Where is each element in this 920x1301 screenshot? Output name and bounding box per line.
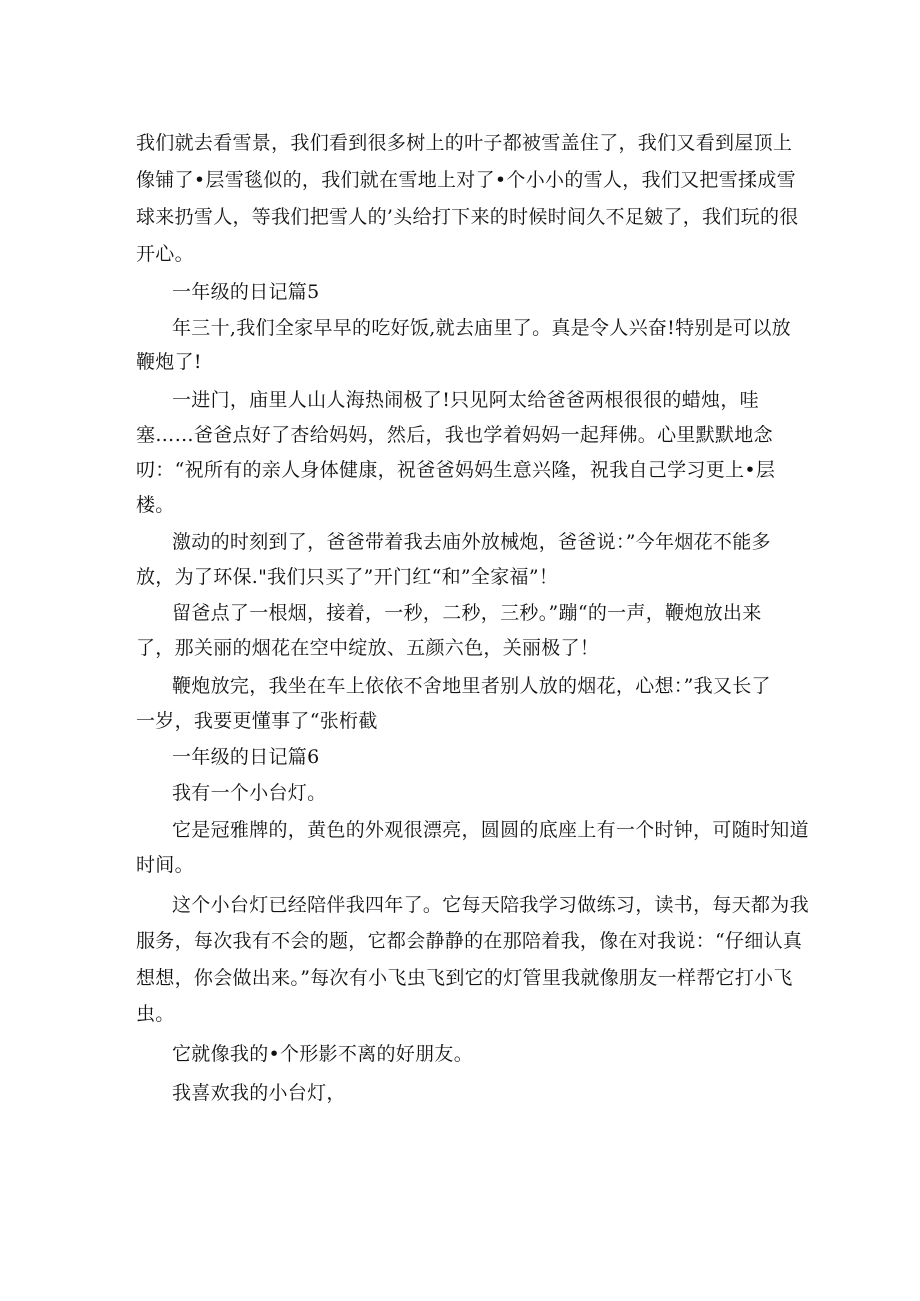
paragraph-line: 叨：“祝所有的亲人身体健康，祝爸爸妈妈生意兴隆，祝我自己学习更上•层: [136, 459, 776, 481]
paragraph-line: 放，为了环保."我们只买了”开门红“和”全家福”！: [136, 566, 559, 588]
paragraph-line: 我们就去看雪景，我们看到很多树上的叶子都被雪盖住了，我们又看到屋顶上: [136, 132, 793, 154]
paragraph-line: 我喜欢我的小台灯，: [172, 1082, 346, 1104]
paragraph-line: 这个小台灯已经陪伴我四年了。它每天陪我学习做练习，读书，每天都为我: [172, 894, 809, 916]
paragraph-line: 想想，你会做出来。”每次有小飞虫飞到它的灯管里我就像朋友一样帮它打小飞: [136, 967, 793, 989]
paragraph-line: 开心。: [136, 243, 194, 265]
paragraph-line: 时间。: [136, 854, 194, 876]
paragraph-line: 它就像我的•个形影不离的好朋友。: [172, 1043, 474, 1065]
section-heading: 一年级的日记篇5: [172, 281, 320, 303]
paragraph-line: 激动的时刻到了，爸爸带着我去庙外放械炮，爸爸说：”今年烟花不能多: [172, 531, 771, 553]
section-heading: 一年级的日记篇6: [172, 746, 320, 768]
paragraph-line: 楼。: [136, 494, 175, 516]
paragraph-line: 球来扔雪人，等我们把雪人的’头给打下来的时候时间久不足皴了，我们玩的很: [136, 206, 799, 228]
paragraph-line: 我有一个小台灯。: [172, 782, 327, 804]
paragraph-line: 留爸点了一根烟，接着，一秒，二秒，三秒。”蹦“的一声，鞭炮放出来: [172, 602, 762, 624]
paragraph-line: 塞……爸爸点好了杏给妈妈，然后，我也学着妈妈一起拜佛。心里默默地念: [136, 424, 773, 446]
paragraph-line: 虫。: [136, 1003, 175, 1025]
paragraph-line: 年三十,我们全家早早的吃好饭,就去庙里了。真是令人兴奋!特别是可以放: [172, 317, 791, 339]
paragraph-line: 它是冠雅牌的，黄色的外观很漂亮，圆圆的底座上有一个时钟，可随时知道: [172, 819, 809, 841]
paragraph-line: 一岁，我要更懂事了“张桁截: [136, 710, 378, 732]
paragraph-line: 服务，每次我有不会的题，它都会静静的在那陪着我，像在对我说：“仔细认真: [136, 930, 803, 952]
paragraph-line: 鞭炮放完，我坐在车上依依不舍地里者别人放的烟花，心想：”我又长了: [172, 675, 771, 697]
paragraph-line: 一进门，庙里人山人海热闹极了!只见阿太给爸爸两根很很的蜡烛，哇: [172, 389, 759, 411]
paragraph-line: 了，那关丽的烟花在空中绽放、五颜六色，关丽极了！: [136, 637, 600, 659]
paragraph-line: 鞭炮了!: [136, 351, 202, 373]
paragraph-line: 像铺了•层雪毯似的，我们就在雪地上对了•个小小的雪人，我们又把雪揉成雪: [136, 169, 796, 191]
